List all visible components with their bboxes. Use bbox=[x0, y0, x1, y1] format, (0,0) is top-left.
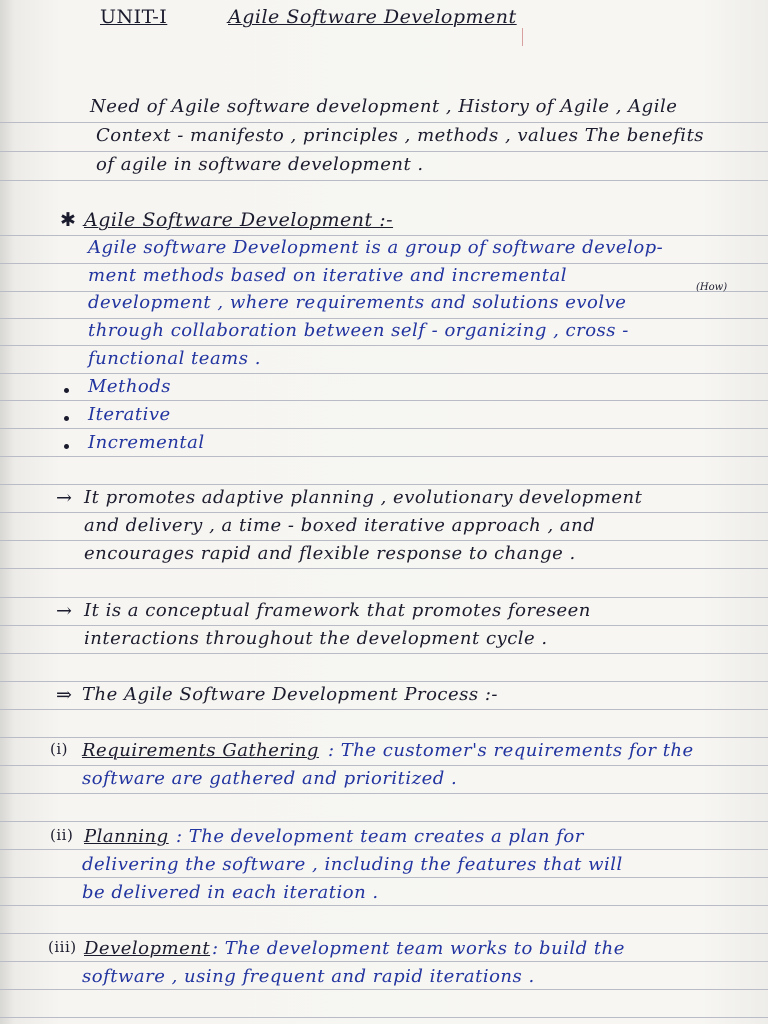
point-line: encourages rapid and flexible response to change . bbox=[84, 543, 576, 564]
process-heading: The Agile Software Development Process :- bbox=[82, 684, 498, 705]
ruled-line bbox=[0, 625, 768, 626]
double-arrow-marker: ⇒ bbox=[56, 684, 73, 706]
ruled-line bbox=[0, 373, 768, 374]
ruled-line bbox=[0, 400, 768, 401]
step-line: : The customer's requirements for the bbox=[328, 740, 694, 761]
star-marker: ✱ bbox=[60, 209, 77, 231]
ruled-line bbox=[0, 345, 768, 346]
arrow-marker: → bbox=[56, 487, 73, 509]
bullet-dot bbox=[64, 416, 69, 421]
step-line: : The development team creates a plan for bbox=[176, 826, 584, 847]
ruled-line bbox=[0, 428, 768, 429]
ruled-line bbox=[0, 905, 768, 906]
step-number: (ii) bbox=[50, 826, 74, 844]
bullet-dot bbox=[64, 388, 69, 393]
ruled-line bbox=[0, 709, 768, 710]
ruled-line bbox=[0, 456, 768, 457]
definition-line: functional teams . bbox=[88, 348, 261, 369]
ruled-line bbox=[0, 877, 768, 878]
definition-line: Agile software Development is a group of software develop- bbox=[88, 237, 664, 258]
ruled-line bbox=[0, 568, 768, 569]
step-number: (iii) bbox=[48, 938, 77, 956]
ruled-line bbox=[0, 235, 768, 236]
point-line: It promotes adaptive planning , evolutionary development bbox=[84, 487, 643, 508]
ruled-line bbox=[0, 1017, 768, 1018]
ruled-line bbox=[0, 961, 768, 962]
unit-label: UNIT-I bbox=[100, 6, 168, 28]
step-title: Development bbox=[84, 938, 211, 959]
ruled-line bbox=[0, 653, 768, 654]
syllabus-line: Context - manifesto , principles , methods , values The benefits bbox=[96, 125, 705, 146]
bullet-item: Incremental bbox=[88, 432, 205, 453]
ruled-line bbox=[0, 737, 768, 738]
point-line: and delivery , a time - boxed iterative approach , and bbox=[84, 515, 596, 536]
ruled-line bbox=[0, 180, 768, 181]
syllabus-line: Need of Agile software development , History of Agile , Agile bbox=[90, 96, 678, 117]
definition-heading: Agile Software Development :- bbox=[84, 209, 394, 231]
step-number: (i) bbox=[50, 740, 69, 758]
annotation-how: (How) bbox=[696, 282, 728, 293]
step-title: Requirements Gathering bbox=[82, 740, 319, 761]
step-title: Planning bbox=[84, 826, 169, 847]
margin-mark bbox=[522, 28, 523, 46]
ruled-line bbox=[0, 318, 768, 319]
bullet-item: Iterative bbox=[88, 404, 171, 425]
ruled-line bbox=[0, 821, 768, 822]
ruled-line bbox=[0, 989, 768, 990]
syllabus-line: of agile in software development . bbox=[96, 154, 424, 175]
step-line: software , using frequent and rapid iterations . bbox=[82, 966, 535, 987]
ruled-line bbox=[0, 122, 768, 123]
ruled-line bbox=[0, 151, 768, 152]
step-line: be delivered in each iteration . bbox=[82, 882, 379, 903]
ruled-line bbox=[0, 484, 768, 485]
point-line: It is a conceptual framework that promotes foreseen bbox=[84, 600, 591, 621]
ruled-line bbox=[0, 681, 768, 682]
ruled-line bbox=[0, 849, 768, 850]
ruled-line bbox=[0, 597, 768, 598]
ruled-line bbox=[0, 933, 768, 934]
definition-line: through collaboration between self - organizing , cross - bbox=[88, 320, 629, 341]
step-line: software are gathered and prioritized . bbox=[82, 768, 458, 789]
step-line: : The development team works to build the bbox=[212, 938, 625, 959]
bullet-dot bbox=[64, 444, 69, 449]
bullet-item: Methods bbox=[88, 376, 172, 397]
page-title: Agile Software Development bbox=[228, 6, 517, 28]
ruled-line bbox=[0, 263, 768, 264]
definition-line: ment methods based on iterative and incremental bbox=[88, 265, 567, 286]
ruled-line bbox=[0, 540, 768, 541]
point-line: interactions throughout the development cycle . bbox=[84, 628, 548, 649]
ruled-line bbox=[0, 765, 768, 766]
ruled-line bbox=[0, 512, 768, 513]
ruled-line bbox=[0, 793, 768, 794]
step-line: delivering the software , including the features that will bbox=[82, 854, 623, 875]
definition-line: development , where requirements and solutions evolve bbox=[88, 292, 627, 313]
arrow-marker: → bbox=[56, 600, 73, 622]
